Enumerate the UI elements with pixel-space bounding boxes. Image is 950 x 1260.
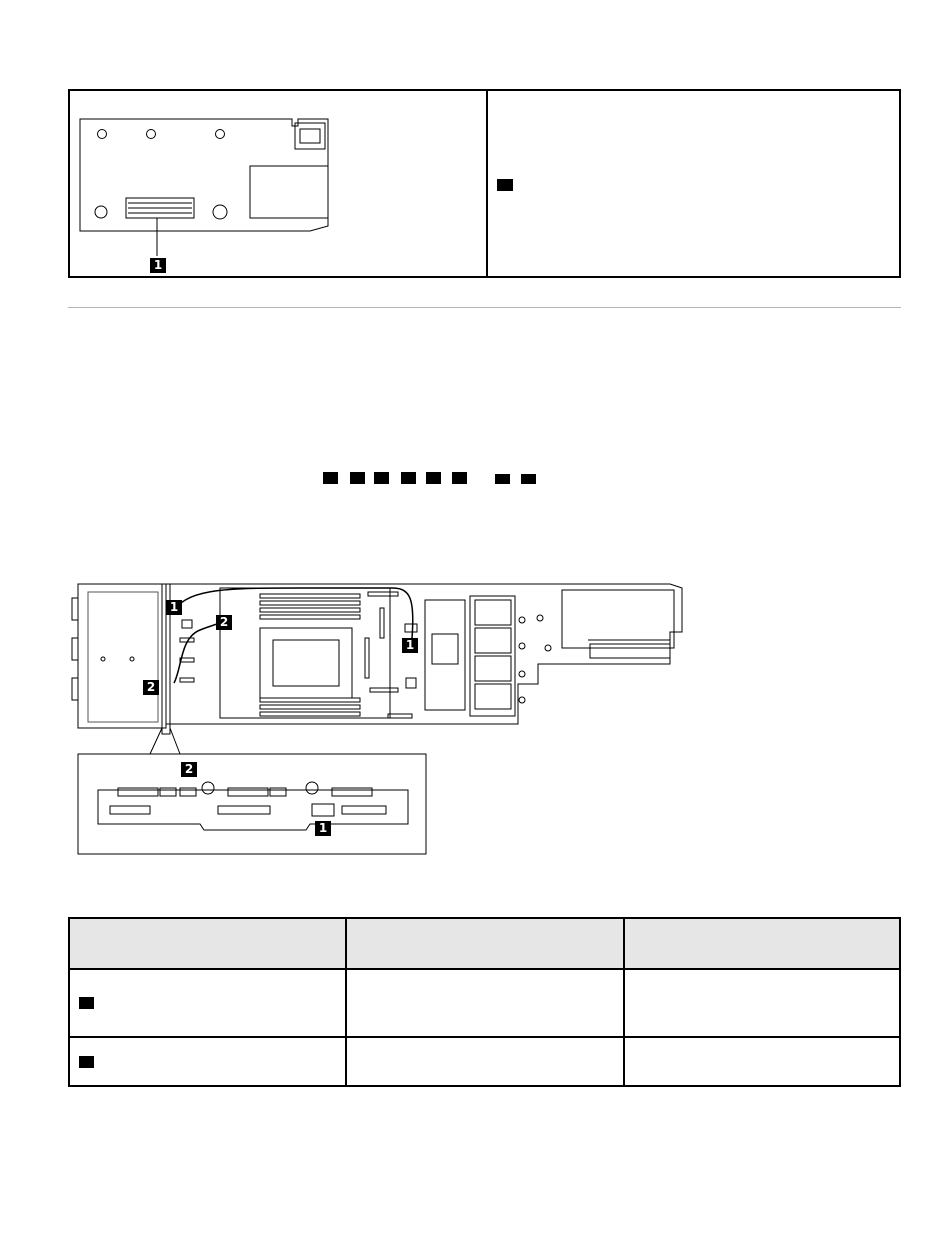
row-from-cell xyxy=(69,1037,346,1086)
header-to xyxy=(346,918,623,969)
table-row xyxy=(69,1037,900,1086)
cable-table xyxy=(68,917,901,1087)
marker-7 xyxy=(495,474,510,484)
diagram-callout-2-top: 2 xyxy=(216,615,232,630)
inset-callout-2: 2 xyxy=(181,762,197,777)
board-illustration-cell xyxy=(70,91,488,276)
callout-marker xyxy=(79,1056,94,1068)
callout-marker xyxy=(497,179,513,191)
marker-4 xyxy=(401,472,416,484)
row-from-cell xyxy=(69,969,346,1037)
header-from xyxy=(69,918,346,969)
section-divider xyxy=(68,307,901,308)
callout-1: 1 xyxy=(150,258,166,273)
row-label-cell xyxy=(624,969,900,1037)
cable-routing-diagram xyxy=(70,578,710,868)
header-label xyxy=(624,918,900,969)
callout-marker xyxy=(79,997,94,1009)
description-cell xyxy=(488,91,899,276)
row-label-cell xyxy=(624,1037,900,1086)
connector-table xyxy=(68,89,901,278)
io-board-illustration xyxy=(70,91,484,276)
diagram-callout-1-right: 1 xyxy=(402,638,418,653)
diagram-callout-2-left: 2 xyxy=(143,680,159,695)
marker-6 xyxy=(452,472,467,484)
inset-callout-1: 1 xyxy=(315,821,331,836)
marker-8 xyxy=(521,474,536,484)
marker-2 xyxy=(350,472,365,484)
row-to-cell xyxy=(346,969,623,1037)
row-to-cell xyxy=(346,1037,623,1086)
marker-5 xyxy=(426,472,441,484)
marker-3 xyxy=(374,472,389,484)
marker-1 xyxy=(323,472,338,484)
diagram-callout-1-left: 1 xyxy=(166,600,182,615)
table-row xyxy=(69,969,900,1037)
